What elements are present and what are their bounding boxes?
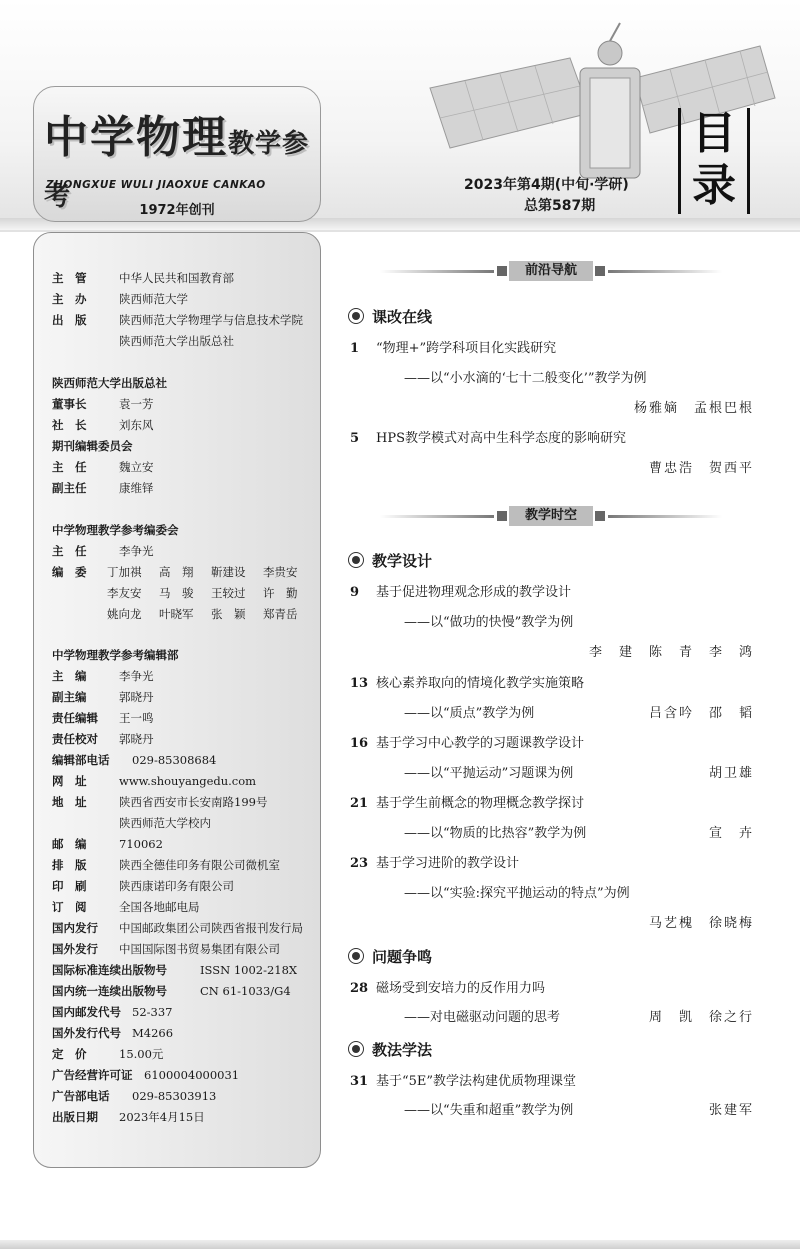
section-banner-teaching bbox=[380, 507, 722, 525]
bullseye-icon bbox=[348, 948, 364, 964]
info-foreign-code bbox=[52, 1023, 174, 1043]
info-value: 中国国际图书贸易集团有限公司 bbox=[119, 942, 280, 956]
page-number: 21 bbox=[350, 796, 369, 811]
press-heading: 陕西师范大学出版总社 bbox=[52, 376, 167, 390]
toc-entry-1[interactable] bbox=[350, 339, 556, 359]
category-title: 问题争鸣 bbox=[372, 948, 433, 966]
toc-entry-5-subtitle: ——以“平抛运动”习题课为例 bbox=[404, 766, 574, 781]
info-label: 编辑部电话 bbox=[52, 753, 110, 767]
article-title: 基于“5E”教学法构建优质物理课堂 bbox=[376, 1074, 577, 1089]
toc-entry-8-authors: 周 凯 徐之行 bbox=[648, 1010, 754, 1025]
member-name: 高 翔 bbox=[159, 565, 194, 579]
toc-entry-4[interactable] bbox=[350, 674, 584, 694]
article-title: 基于学生前概念的物理概念教学探讨 bbox=[376, 796, 585, 811]
logo-title-main: 中学物理 bbox=[44, 112, 228, 163]
info-value: 陕西全德佳印务有限公司微机室 bbox=[119, 858, 280, 872]
info-post-code bbox=[52, 1002, 173, 1022]
category-title: 教法学法 bbox=[372, 1041, 433, 1059]
info-chief-editor bbox=[52, 666, 154, 686]
info-label: 主 管 bbox=[52, 271, 87, 285]
info-label: 副主任 bbox=[52, 481, 87, 495]
toc-entry-9[interactable] bbox=[350, 1072, 576, 1092]
banner-line bbox=[608, 270, 722, 273]
toc-entry-8[interactable] bbox=[350, 979, 545, 999]
info-label: 国内邮发代号 bbox=[52, 1005, 121, 1019]
member-name: 张 颖 bbox=[211, 607, 246, 621]
page-number: 16 bbox=[350, 736, 369, 751]
page-number: 1 bbox=[350, 341, 360, 356]
info-subscription bbox=[52, 897, 200, 917]
section-banner-frontier bbox=[380, 262, 722, 280]
toc-heading-char-1: 目 bbox=[692, 108, 736, 159]
info-value: ISSN 1002-218X bbox=[200, 963, 298, 977]
info-ad-phone bbox=[52, 1086, 217, 1106]
article-title: 核心素养取向的情境化教学实施策略 bbox=[376, 676, 585, 691]
section-title: 教学时空 bbox=[509, 506, 593, 526]
issue-number: 2023年第4期(中旬·学研) bbox=[464, 177, 629, 193]
info-deputy-editor bbox=[52, 687, 154, 707]
member-name: 许 勤 bbox=[263, 586, 298, 600]
info-label: 董事长 bbox=[52, 397, 87, 411]
info-label: 副主编 bbox=[52, 690, 87, 704]
toc-entry-2-authors: 曹忠浩 贺西平 bbox=[648, 461, 754, 476]
banner-line bbox=[380, 515, 494, 518]
info-members-label bbox=[52, 562, 87, 582]
info-value: 陕西师范大学物理学与信息技术学院 bbox=[119, 313, 303, 327]
bullseye-icon bbox=[348, 552, 364, 568]
toc-entry-4-subtitle: ——以“质点”教学为例 bbox=[404, 706, 535, 721]
logo-pinyin: ZHONGXUE WULI JIAOXUE CANKAO bbox=[46, 179, 266, 191]
member-name: 马 骏 bbox=[159, 586, 194, 600]
article-title: 磁场受到安培力的反作用力吗 bbox=[376, 981, 546, 996]
info-chair bbox=[52, 394, 154, 414]
info-label: 地 址 bbox=[52, 795, 87, 809]
article-title: 基于促进物理观念形成的教学设计 bbox=[376, 585, 572, 600]
committee-heading: 期刊编辑委员会 bbox=[52, 439, 133, 453]
info-label: 责任编辑 bbox=[52, 711, 98, 725]
info-label: 定 价 bbox=[52, 1047, 87, 1061]
toc-entry-7-subtitle: ——以“实验:探究平抛运动的特点”为例 bbox=[404, 886, 630, 901]
member-name: 郑青岳 bbox=[263, 607, 298, 621]
info-value: 王一鸣 bbox=[119, 711, 154, 725]
article-title: HPS教学模式对高中生科学态度的影响研究 bbox=[376, 431, 626, 446]
info-value: 陕西康诺印务有限公司 bbox=[119, 879, 234, 893]
info-value: 全国各地邮电局 bbox=[119, 900, 200, 914]
info-label: 编 委 bbox=[52, 565, 87, 579]
info-label: 网 址 bbox=[52, 774, 87, 788]
banner-square bbox=[497, 266, 507, 276]
toc-entry-7[interactable] bbox=[350, 854, 519, 874]
member-row-3 bbox=[107, 604, 315, 624]
toc-entry-3-authors: 李 建 陈 青 李 鸿 bbox=[588, 645, 754, 660]
info-value: 陕西师范大学校内 bbox=[119, 816, 211, 830]
info-value: M4266 bbox=[132, 1026, 174, 1040]
footer-rule bbox=[0, 1240, 800, 1249]
info-label: 国际标准连续出版物号 bbox=[52, 963, 167, 977]
info-label: 广告经营许可证 bbox=[52, 1068, 133, 1082]
info-label: 印 刷 bbox=[52, 879, 87, 893]
info-board-director bbox=[52, 541, 154, 561]
info-publisher bbox=[52, 310, 303, 330]
toc-entry-4-authors: 吕含吟 邵 韬 bbox=[648, 706, 754, 721]
info-director bbox=[52, 457, 154, 477]
article-title: 基于学习进阶的教学设计 bbox=[376, 856, 520, 871]
category-title: 教学设计 bbox=[372, 552, 433, 570]
member-name: 靳建设 bbox=[211, 565, 246, 579]
founded-year: 1972年创刊 bbox=[139, 203, 215, 218]
section-title: 前沿导航 bbox=[509, 261, 593, 281]
toc-entry-5[interactable] bbox=[350, 734, 584, 754]
member-name: 姚向龙 bbox=[107, 607, 142, 621]
member-name: 丁加祺 bbox=[107, 565, 142, 579]
category-debate bbox=[348, 946, 432, 968]
info-label: 主 任 bbox=[52, 544, 87, 558]
info-value: 郭晓丹 bbox=[119, 732, 154, 746]
info-label: 出版日期 bbox=[52, 1110, 98, 1124]
info-label: 国外发行代号 bbox=[52, 1026, 121, 1040]
page-number: 31 bbox=[350, 1074, 369, 1089]
info-value: 2023年4月15日 bbox=[119, 1110, 205, 1124]
logo-title-sub: 教学参考 bbox=[44, 129, 310, 212]
article-title: “物理+”跨学科项目化实践研究 bbox=[376, 341, 557, 356]
info-label: 国内统一连续出版物号 bbox=[52, 984, 167, 998]
info-sponsor bbox=[52, 268, 234, 288]
toc-entry-6-subtitle: ——以“物质的比热容”教学为例 bbox=[404, 826, 587, 841]
info-typeset bbox=[52, 855, 280, 875]
info-value: 6100004000031 bbox=[144, 1068, 240, 1082]
total-issue-number: 总第587期 bbox=[524, 198, 596, 214]
toc-entry-8-subtitle: ——对电磁驱动问题的思考 bbox=[404, 1010, 561, 1025]
toc-entry-1-authors: 杨雅嫡 孟根巴根 bbox=[633, 401, 754, 416]
info-label: 主 编 bbox=[52, 669, 87, 683]
info-address bbox=[52, 792, 268, 812]
info-publish-date bbox=[52, 1107, 205, 1127]
category-curriculum-reform bbox=[348, 306, 432, 328]
info-phone bbox=[52, 750, 217, 770]
info-value: 康维铎 bbox=[119, 481, 154, 495]
category-title: 课改在线 bbox=[372, 308, 433, 326]
info-value: 中华人民共和国教育部 bbox=[119, 271, 234, 285]
info-value: 029-85303913 bbox=[132, 1089, 217, 1103]
info-label: 国内发行 bbox=[52, 921, 98, 935]
info-value: 李争光 bbox=[119, 669, 154, 683]
info-vice-director bbox=[52, 478, 154, 498]
page-number: 13 bbox=[350, 676, 369, 691]
banner-line bbox=[380, 270, 494, 273]
page-number: 5 bbox=[350, 431, 360, 446]
info-value: 魏立安 bbox=[119, 460, 154, 474]
info-value: CN 61-1033/G4 bbox=[200, 984, 291, 998]
toc-entry-9-authors: 张建军 bbox=[708, 1103, 754, 1118]
member-name: 李友安 bbox=[107, 586, 142, 600]
member-name: 叶晓军 bbox=[159, 607, 194, 621]
info-value: 029-85308684 bbox=[132, 753, 217, 767]
info-host bbox=[52, 289, 188, 309]
banner-square bbox=[595, 266, 605, 276]
banner-line bbox=[608, 515, 722, 518]
article-title: 基于学习中心教学的习题课教学设计 bbox=[376, 736, 585, 751]
banner-square bbox=[595, 511, 605, 521]
toc-heading-char-2: 录 bbox=[692, 160, 736, 211]
toc-entry-5-authors: 胡卫雄 bbox=[708, 766, 754, 781]
journal-logo bbox=[33, 86, 321, 222]
info-foreign-distribution bbox=[52, 939, 280, 959]
member-row-1 bbox=[107, 562, 315, 582]
toc-entry-6[interactable] bbox=[350, 794, 584, 814]
member-name: 王较过 bbox=[211, 586, 246, 600]
info-printer bbox=[52, 876, 234, 896]
info-value: 中国邮政集团公司陕西省报刊发行局 bbox=[119, 921, 303, 935]
info-label: 广告部电话 bbox=[52, 1089, 110, 1103]
info-label: 责任校对 bbox=[52, 732, 98, 746]
info-label: 国外发行 bbox=[52, 942, 98, 956]
toc-entry-3[interactable] bbox=[350, 583, 571, 603]
member-row-2 bbox=[107, 583, 315, 603]
info-value: 陕西师范大学出版总社 bbox=[119, 334, 234, 348]
member-name: 李贵安 bbox=[263, 565, 298, 579]
office-heading: 中学物理教学参考编辑部 bbox=[52, 648, 179, 662]
info-website bbox=[52, 771, 257, 791]
info-president bbox=[52, 415, 154, 435]
info-value: 郭晓丹 bbox=[119, 690, 154, 704]
info-value: 刘东风 bbox=[119, 418, 154, 432]
banner-square bbox=[497, 511, 507, 521]
info-value: 李争光 bbox=[119, 544, 154, 558]
toc-entry-9-subtitle: ——以“失重和超重”教学为例 bbox=[404, 1103, 574, 1118]
bullseye-icon bbox=[348, 308, 364, 324]
info-label: 订 阅 bbox=[52, 900, 87, 914]
info-value: 15.00元 bbox=[119, 1047, 164, 1061]
toc-entry-2[interactable] bbox=[350, 429, 626, 449]
info-value: 陕西省西安市长安南路199号 bbox=[119, 795, 268, 809]
info-label: 出 版 bbox=[52, 313, 87, 327]
info-issn bbox=[52, 960, 298, 980]
page-number: 28 bbox=[350, 981, 369, 996]
page-number: 23 bbox=[350, 856, 369, 871]
category-methods bbox=[348, 1039, 432, 1061]
toc-heading bbox=[678, 108, 750, 214]
info-label: 排 版 bbox=[52, 858, 87, 872]
toc-entry-7-authors: 马艺槐 徐晓梅 bbox=[648, 916, 754, 931]
info-zip bbox=[52, 834, 163, 854]
info-price bbox=[52, 1044, 164, 1064]
info-domestic-distribution bbox=[52, 918, 303, 938]
info-value: 710062 bbox=[119, 837, 163, 851]
info-label: 邮 编 bbox=[52, 837, 87, 851]
board-heading: 中学物理教学参考编委会 bbox=[52, 523, 179, 537]
info-label: 社 长 bbox=[52, 418, 87, 432]
info-cn bbox=[52, 981, 291, 1001]
info-label: 主 办 bbox=[52, 292, 87, 306]
info-value: 袁一芳 bbox=[119, 397, 154, 411]
info-value: www.shouyangedu.com bbox=[119, 774, 257, 788]
toc-entry-3-subtitle: ——以“做功的快慢”教学为例 bbox=[404, 615, 574, 630]
info-proofreader bbox=[52, 729, 154, 749]
bullseye-icon bbox=[348, 1041, 364, 1057]
info-value: 陕西师范大学 bbox=[119, 292, 188, 306]
category-teaching-design bbox=[348, 550, 432, 572]
info-label: 主 任 bbox=[52, 460, 87, 474]
toc-entry-1-subtitle: ——以“小水滴的‘七十二般变化’”教学为例 bbox=[404, 371, 647, 386]
info-ad-license bbox=[52, 1065, 240, 1085]
info-value: 52-337 bbox=[132, 1005, 173, 1019]
page-number: 9 bbox=[350, 585, 360, 600]
toc-entry-6-authors: 宣 卉 bbox=[708, 826, 754, 841]
info-responsible-editor bbox=[52, 708, 154, 728]
